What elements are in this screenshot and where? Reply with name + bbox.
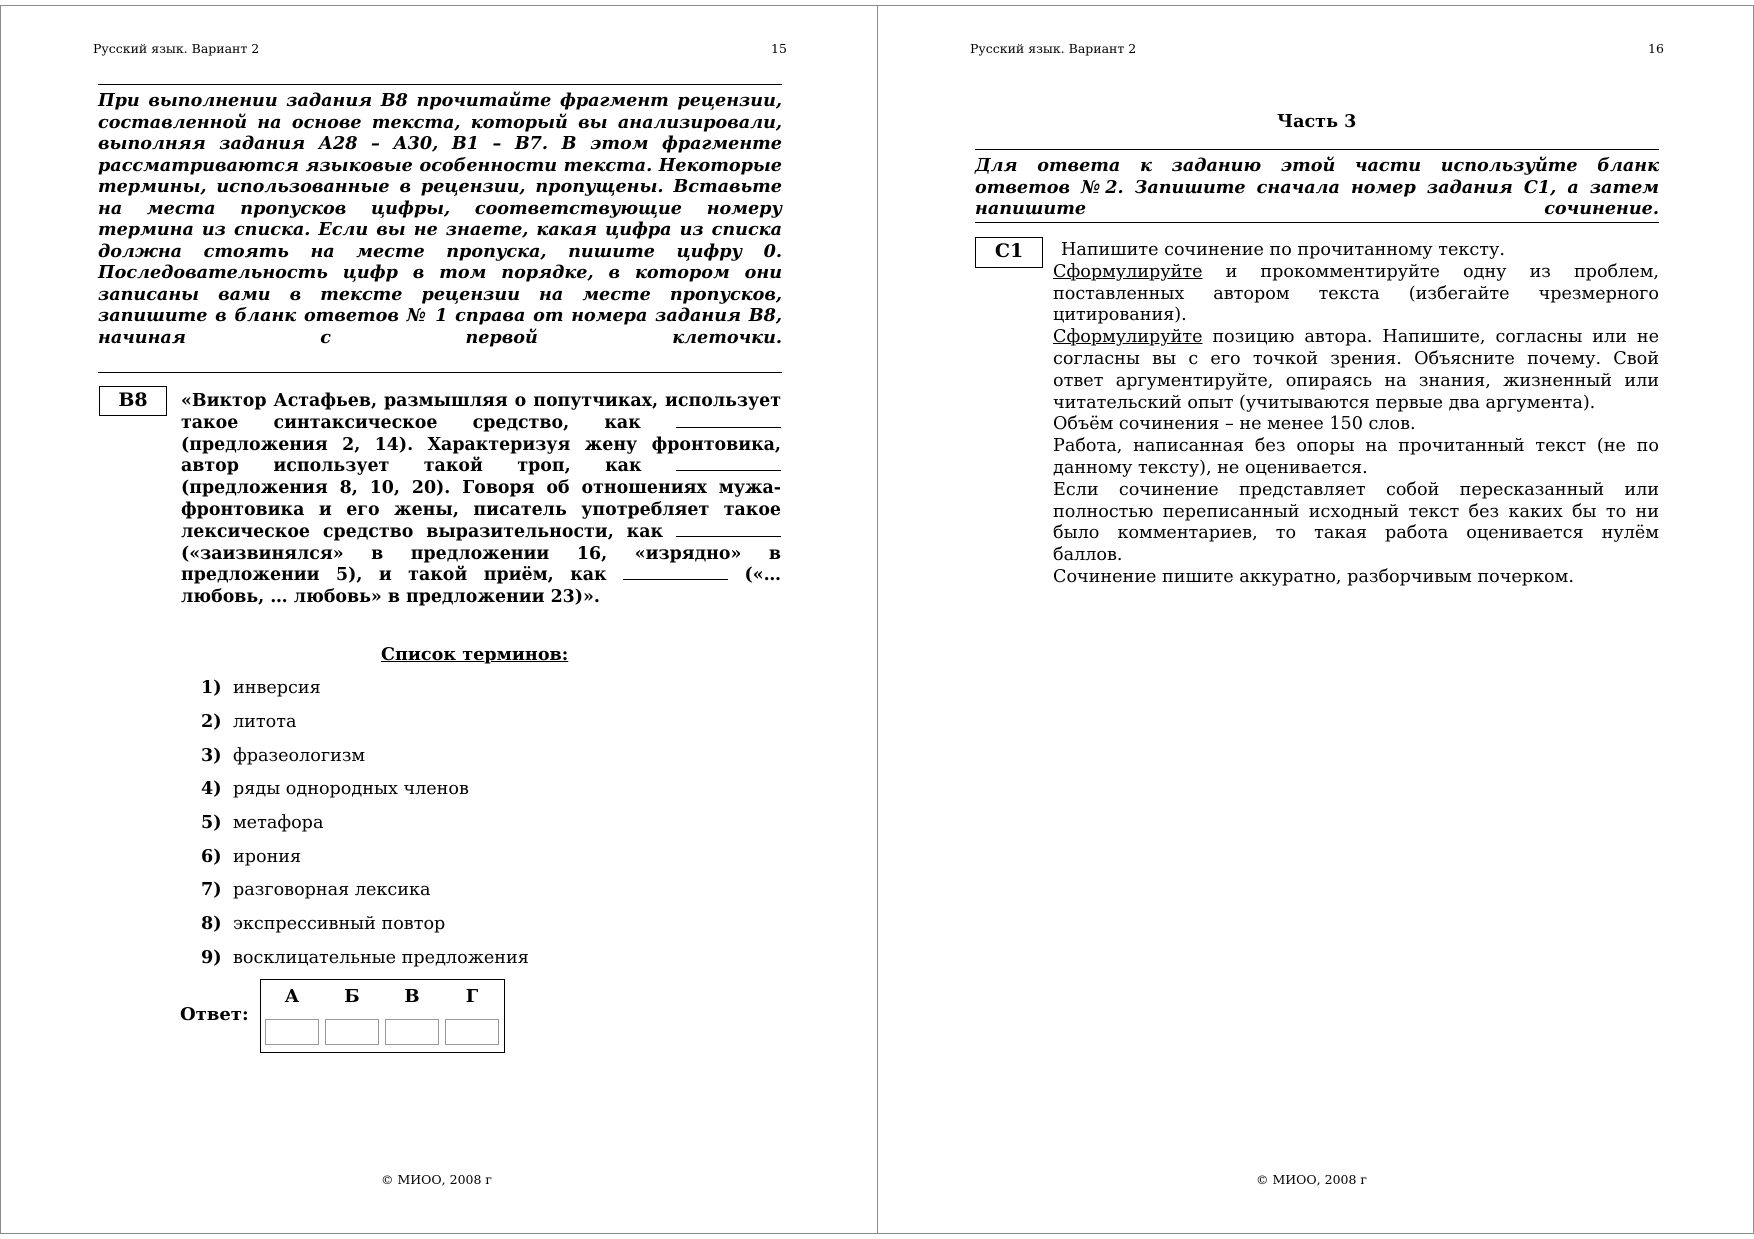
answer-column-header: Б	[344, 986, 360, 1007]
review-blank-1	[676, 413, 781, 428]
essay-paragraph: Если сочинение представляет собой пересказанный или полностью переписанный исходный текст без каких бы то ни было комментариев, то такая работа оценивается нулём баллов.	[1053, 479, 1659, 566]
essay-task-text	[1053, 240, 1659, 589]
terms-list-title: Список терминов:	[381, 644, 569, 665]
term-item: 9) восклицательные предложения	[201, 947, 529, 968]
page-header-title: Русский язык. Вариант 2	[93, 41, 260, 56]
review-blank-2	[676, 456, 781, 471]
essay-paragraph: Сочинение пишите аккуратно, разборчивым почерком.	[1053, 566, 1574, 587]
term-item: 8) экспрессивный повтор	[201, 913, 446, 934]
instruction-text: Для ответа к заданию этой части используйте бланк ответов №2. Запишите сначала номер задания С1, а затем напишите сочинение.	[975, 155, 1659, 219]
term-item: 2) литота	[201, 711, 297, 732]
task-instruction	[975, 155, 1659, 220]
answer-cell[interactable]	[325, 1019, 379, 1045]
left-page	[0, 5, 878, 1234]
answer-table	[260, 979, 505, 1053]
divider	[98, 84, 782, 85]
task-label-b8: В8	[99, 386, 167, 416]
term-item: 1) инверсия	[201, 677, 321, 698]
review-fragment: «Виктор Астафьев, размышляя о попутчиках, использует такое синтаксическое средство, как (предложения 2, 14). Характеризуя жену фронтовика, автор использует такой троп, как (предложения 8, 10, 20). Говоря об отношениях мужа-фронтовика и его жены, писатель употребляет такое лексическое средство выразительности, как («заизвинялся» в предложении 16, «изрядно» в предложении 5), и такой приём, как («… любовь, … любовь» в предложении 23)».	[181, 391, 781, 608]
essay-paragraph: Сформулируйте позицию автора. Напишите, согласны или не согласны вы с его точкой зрения. Объясните почему. Свой ответ аргументируйте, опираясь на знания, жизненный или читательский опыт (учитываются первые два аргумента).	[1053, 327, 1659, 413]
divider	[975, 149, 1659, 150]
page-number: 15	[771, 41, 787, 56]
answer-label: Ответ:	[180, 1004, 249, 1025]
review-blank-3	[676, 522, 781, 537]
page-footer: © МИОО, 2008 г	[1256, 1172, 1367, 1187]
answer-cell[interactable]	[265, 1019, 319, 1045]
essay-paragraph: Работа, написанная без опоры на прочитанный текст (не по данному тексту), не оценивается.	[1053, 436, 1659, 478]
divider	[98, 372, 782, 373]
essay-paragraph: Сформулируйте и прокомментируйте одну из проблем, поставленных автором текста (избегайте чрезмерного цитирования).	[1053, 261, 1659, 326]
review-blank-4	[623, 565, 728, 580]
task-instruction	[98, 90, 782, 348]
term-item: 7) разговорная лексика	[201, 879, 431, 900]
instruction-text: При выполнении задания В8 прочитайте фрагмент рецензии, составленной на основе текста, который вы анализировали, выполняя задания А28 – А30, В1 – В7. В этом фрагменте рассматриваются языковые особенности текста. Некоторые термины, использованные в рецензии, пропущены. Вставьте на места пропусков цифры, соответствующие номеру термина из списка. Если вы не знаете, какая цифра из списка должна стоять на месте пропуска, пишите цифру 0. Последовательность цифр в том порядке, в котором они записаны вами в тексте рецензии на месте пропусков, запишите в бланк ответов № 1 справа от номера задания В8, начиная с первой клеточки.	[98, 90, 782, 348]
answer-column-header: В	[404, 986, 420, 1007]
page-footer: © МИОО, 2008 г	[381, 1172, 492, 1187]
page-number: 16	[1648, 41, 1664, 56]
right-page	[877, 5, 1754, 1234]
answer-column-header: Г	[465, 986, 479, 1007]
answer-cell[interactable]	[445, 1019, 499, 1045]
answer-cell[interactable]	[385, 1019, 439, 1045]
term-item: 6) ирония	[201, 846, 302, 867]
essay-paragraph: Объём сочинения – не менее 150 слов.	[1053, 414, 1416, 435]
page-header-title: Русский язык. Вариант 2	[970, 41, 1137, 56]
term-item: 3) фразеологизм	[201, 745, 366, 766]
divider	[975, 222, 1659, 223]
part-title: Часть 3	[1277, 111, 1357, 132]
term-item: 4) ряды однородных членов	[201, 778, 469, 799]
task-label-c1: С1	[975, 237, 1043, 268]
term-item: 5) метафора	[201, 812, 324, 833]
essay-intro: Напишите сочинение по прочитанному тексту.	[1061, 240, 1505, 260]
answer-column-header: А	[284, 986, 300, 1007]
